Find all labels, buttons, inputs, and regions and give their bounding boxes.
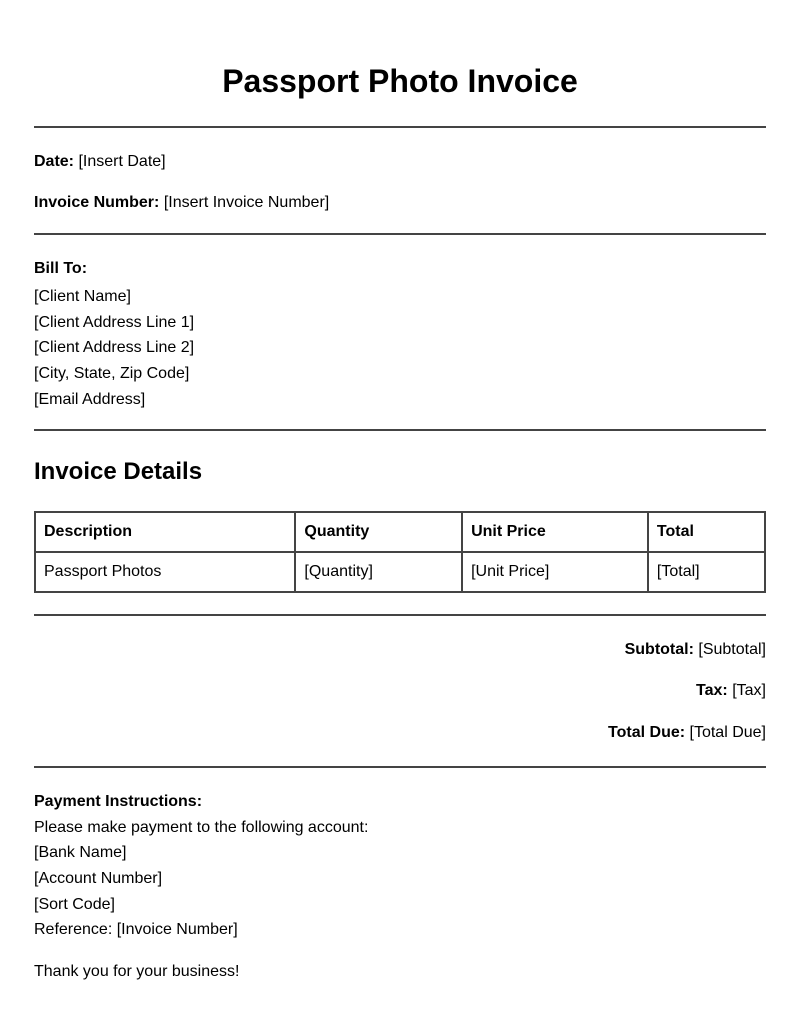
client-city-state-zip: [City, State, Zip Code]: [34, 365, 190, 383]
account-number: [Account Number]: [34, 869, 163, 887]
date-row: [34, 153, 766, 171]
payment-section: [34, 793, 766, 944]
subtotal-value: [Subtotal]: [698, 640, 766, 658]
tax-value: [Tax]: [732, 681, 766, 699]
cell-total: [Total]: [648, 552, 765, 592]
client-address-line-2: [Client Address Line 2]: [34, 339, 195, 357]
total-due-value: [Total Due]: [689, 723, 766, 741]
sort-code: [Sort Code]: [34, 895, 115, 913]
date-label: Date:: [34, 153, 75, 170]
tax-label: Tax:: [696, 681, 728, 699]
payment-instruction-text: Please make payment to the following account:: [34, 818, 369, 836]
tax-row: [34, 682, 766, 700]
client-name: [Client Name]: [34, 288, 131, 305]
invoice-number-row: [34, 194, 766, 212]
subtotal-label: Subtotal:: [624, 640, 694, 658]
cell-description: Passport Photos: [35, 552, 295, 592]
payment-reference: Reference: [Invoice Number]: [34, 921, 238, 939]
bill-to-label: Bill To:: [34, 260, 88, 277]
column-header-quantity: Quantity: [295, 512, 462, 552]
total-due-label: Total Due:: [608, 723, 686, 741]
divider: [34, 766, 766, 768]
invoice-details-heading: Invoice Details: [34, 457, 203, 485]
invoice-number-label: Invoice Number:: [34, 194, 160, 211]
divider: [34, 126, 766, 128]
client-email: [Email Address]: [34, 390, 146, 408]
divider: [34, 429, 766, 431]
client-address-line-1: [Client Address Line 1]: [34, 313, 195, 331]
date-value: [Insert Date]: [78, 153, 166, 170]
table-row: [35, 552, 765, 592]
bill-to-section: [34, 260, 766, 413]
subtotal-row: [34, 641, 766, 659]
totals-section: [34, 641, 766, 742]
column-header-unit-price: Unit Price: [462, 512, 648, 552]
table-header-row: [35, 512, 765, 552]
invoice-number-value: [Insert Invoice Number]: [163, 194, 330, 211]
cell-quantity: [Quantity]: [295, 552, 462, 592]
divider: [34, 614, 766, 616]
page-title: Passport Photo Invoice: [222, 63, 578, 99]
invoice-table: [34, 511, 766, 593]
invoice-page: [34, 0, 766, 981]
cell-unit-price: [Unit Price]: [462, 552, 648, 592]
total-due-row: [34, 724, 766, 742]
payment-instructions-label: Payment Instructions:: [34, 792, 203, 810]
column-header-description: Description: [35, 512, 295, 552]
bank-name: [Bank Name]: [34, 844, 127, 862]
divider: [34, 233, 766, 235]
column-header-total: Total: [648, 512, 765, 552]
thank-you-note: Thank you for your business!: [34, 963, 240, 981]
